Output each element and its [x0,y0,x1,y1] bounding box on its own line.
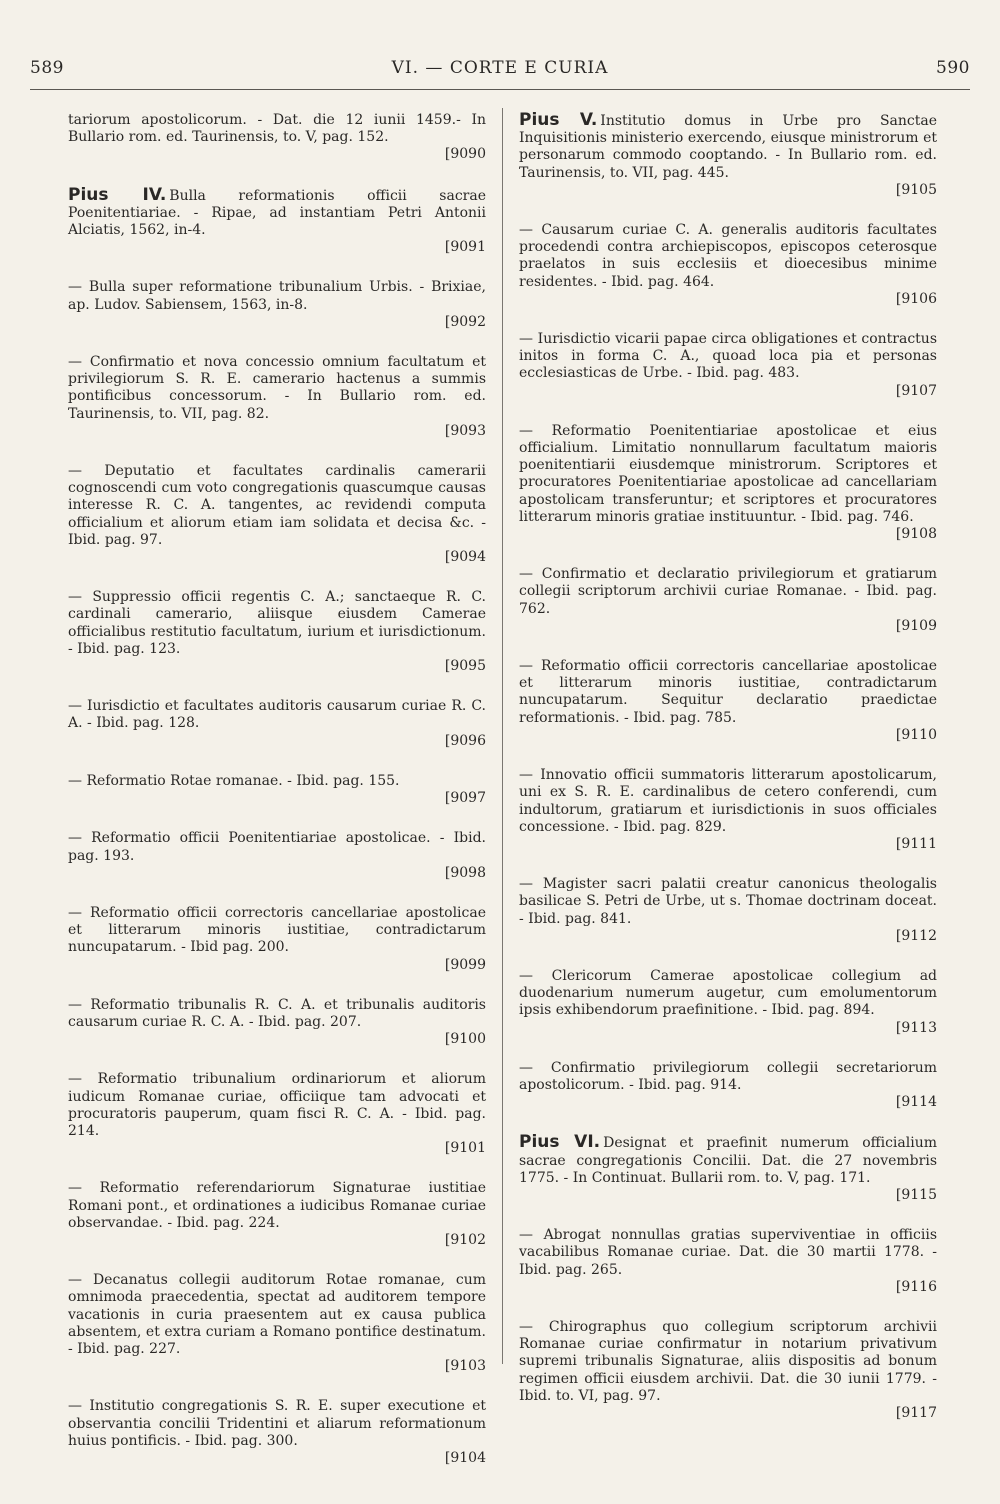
entry-number: [9095 [444,658,486,675]
entry-description: — Institutio congregationis S. R. E. super executione et observantia concilii Tridentini et aliarum reformationum huius pontificis. - Ibid. pag. 300. [68,1398,486,1449]
entry-text [519,658,937,727]
catalog-entry [519,968,937,1037]
entry-description: — Clericorum Camerae apostolicae collegium ad duodenarium numerum augetur, cum emolumentorum ipsis exhibendorum praefinitione. - Ibid. pag. 894. [519,967,937,1019]
catalog-entry [68,589,486,675]
entry-number: [9107 [895,382,937,399]
entry-text [68,1071,486,1140]
entry-description: — Reformatio tribunalis R. C. A. et tribunalis auditoris causarum curiae R. C. A. - Ibid. pag. 207. [68,996,486,1030]
catalog-entry [68,1398,486,1467]
entry-description: — Iurisdictio vicarii papae circa obligationes et contractus initos in forma C. A., quoad loca pia et personas ecclesiasticas de Urbe. - Ibid. pag. 483. [519,331,937,382]
column-divider [502,108,503,1364]
right-column [519,112,937,1445]
entry-text [68,354,486,423]
entry-description: — Abrogat nonnullas gratias superviventiae in officiis vacabilibus Romanae curiae. Dat. die 30 martii 1778. - Ibid. pag. 265. [519,1227,937,1278]
entry-text [68,698,486,732]
entry-text [519,1319,937,1405]
entry-text [68,463,486,549]
entry-text [68,1180,486,1232]
entry-number: [9104 [444,1449,486,1466]
catalog-entry [68,773,486,807]
entry-description: tariorum apostolicorum. - Dat. die 12 iunii 1459.- In Bullario rom. ed. Taurinensis, to. V, pag. 152. [68,112,486,146]
entry-text [68,589,486,658]
entry-number: [9110 [895,726,937,743]
entry-description: — Reformatio officii correctoris cancellariae apostolicae et litterarum minoris iustitiae, contradictarum nuncupatarum. - Ibid pag. 200. [68,904,486,956]
entry-text [519,1227,937,1279]
pope-heading: Pius V. [519,110,598,130]
entry-description: — Reformatio Poenitentiariae apostolicae et eius officialium. Limitatio nonnullarum facultatum maioris poenitentiarii eiusdemque ministrorum. Scriptores et procuratores Poenitentiariae apostolicae ad cancellariam apostolicam transferuntur; et scriptores et procuratores litterarum minoris gratiae instituuntur. - Ibid. pag. 746. [519,422,937,525]
entry-number: [9098 [444,864,486,881]
page-number-left: 589 [30,58,64,78]
entry-text [519,876,937,928]
entry-number: [9112 [895,927,937,944]
running-head [30,58,970,86]
entry-text [519,1060,937,1094]
entry-description: — Reformatio Rotae romanae. - Ibid. pag. 155. [68,772,400,789]
entry-number: [9093 [444,422,486,439]
catalog-entry [68,830,486,882]
entry-text [68,1272,486,1358]
entry-number: [9099 [444,956,486,973]
entry-number: [9115 [895,1186,937,1203]
catalog-entry [68,463,486,566]
catalog-entry [68,354,486,440]
entry-description: Designat et praefinit numerum officialium sacrae congregationis Concilii. Dat. die 27 novembris 1775. - In Continuat. Bullarii rom. to. V, pag. 171. [519,1135,937,1186]
entry-description: — Reformatio tribunalium ordinariorum et aliorum iudicum Romanae curiae, officiique tam advocati et procuratoris pauperum, quam fisci R. C. A. - Ibid. pag. 214. [68,1071,486,1139]
entry-text [68,830,486,864]
catalog-entry [68,184,486,257]
entry-text [519,331,937,383]
entry-number: [9105 [895,181,937,198]
entry-text [68,773,486,790]
entry-number: [9101 [444,1140,486,1157]
entry-number: [9108 [895,526,937,543]
entry-number: [9090 [444,146,486,163]
entry-number: [9096 [444,732,486,749]
catalog-entry [519,1134,937,1204]
catalog-entry [519,1227,937,1296]
entry-text [68,184,486,240]
entry-number: [9117 [895,1404,937,1421]
catalog-entry [519,1319,937,1422]
entry-text [68,905,486,957]
header-rule [30,89,970,90]
entry-number: [9113 [895,1019,937,1036]
entry-description: — Reformatio officii correctoris cancellariae apostolicae et litterarum minoris iustitiae, contradictarum nuncupatarum. Sequitur declaratio praedictae reformationis. - Ibid. pag. 785. [519,658,937,726]
entry-description: — Suppressio officii regentis C. A.; sanctaeque R. C. cardinali camerario, aliisque eiusdem Camerae officialibus restitutio facultatum, iurium et iurisdictionum. - Ibid. pag. 123. [68,589,486,657]
catalog-entry [519,1060,937,1112]
entry-description: — Reformatio referendariorum Signaturae iustitiae Romani pont., et ordinationes a iudicibus Romanae curiae observandae. - Ibid. pag. 224. [68,1180,486,1231]
entry-description: Institutio domus in Urbe pro Sanctae Inquisitionis ministerio exercendo, eiusque ministrorum et personarum commodo cooptando. - In Bullario rom. ed. Taurinensis, to. VII, pag. 445. [519,113,937,181]
entry-description: — Innovatio officii summatoris litterarum apostolicarum, uni ex S. R. E. cardinalibus de cetero conferendi, cum indultorum, gratiarum et iurisdictionis in suos officiales concessione. - Ibid. pag. 829. [519,767,937,835]
entry-text [68,112,486,146]
entry-text [68,997,486,1031]
entry-description: — Confirmatio et declaratio privilegiorum et gratiarum collegii scriptorum archivii curiae Romanae. - Ibid. pag. 762. [519,566,937,617]
catalog-entry [68,905,486,974]
entry-number: [9116 [895,1278,937,1295]
catalog-entry [519,112,937,199]
catalog-entry [519,566,937,635]
left-column [68,112,486,1490]
entry-description: — Chirographus quo collegium scriptorum archivii Romanae curiae confirmatur in notarium privativum supremi tribunalis Signaturae, aliis dispositis ad bonum regimen officii eiusdem archivii. Dat. die 30 iunii 1779. - Ibid. to. VI, pag. 97. [519,1318,937,1404]
entry-text [68,1398,486,1450]
entry-text [519,566,937,618]
catalog-entry [519,423,937,543]
entry-description: — Confirmatio et nova concessio omnium facultatum et privilegiorum S. R. E. camerario hactenus a summis pontificibus concessorum. - In Bullario rom. ed. Taurinensis, to. VII, pag. 82. [68,354,486,422]
entry-text [68,279,486,313]
entry-number: [9103 [444,1358,486,1375]
entry-text [519,222,937,291]
entry-description: — Confirmatio privilegiorum collegii secretariorum apostolicorum. - Ibid. pag. 914. [519,1059,937,1093]
catalog-entry [519,658,937,744]
entry-number: [9091 [444,239,486,256]
catalog-entry [519,222,937,308]
catalog-entry [519,876,937,945]
pope-heading: Pius VI. [519,1132,601,1153]
pope-heading: Pius IV. [68,184,167,205]
entry-description: — Magister sacri palatii creatur canonicus theologalis basilicae S. Petri de Urbe, ut s. Thomae doctrinam doceat. - Ibid. pag. 841. [519,876,937,927]
page-number-right: 590 [936,58,970,78]
entry-description: — Iurisdictio et facultates auditoris causarum curiae R. C. A. - Ibid. pag. 128. [68,698,486,732]
entry-description: — Causarum curiae C. A. generalis auditoris facultates procedendi contra archiepiscopos, episcopos ceterosque praelatos in suis ecclesiis et dioecesibus minime residentes. - Ibid. pag. 464. [519,222,937,290]
entry-number: [9114 [895,1094,937,1111]
entry-text [519,968,937,1020]
entry-number: [9092 [444,313,486,330]
catalog-entry [519,331,937,400]
catalog-entry [68,112,486,164]
entry-description: — Decanatus collegii auditorum Rotae romanae, cum omnimoda praecedentia, spectat ad auditorem tempore vacationis in curia praesentem aut ex causa publica absentem, et extra curiam a Romano pontifice destinatum. - Ibid. pag. 227. [68,1272,486,1357]
entry-number: [9109 [895,617,937,634]
entry-number: [9094 [444,549,486,566]
catalog-entry [68,1180,486,1249]
entry-text [519,423,937,526]
catalog-entry [68,1071,486,1157]
entry-description: Bulla reformationis officii sacrae Poenitentiariae. - Ripae, ad instantiam Petri Antonii Alciatis, 1562, in-4. [68,187,486,239]
catalog-entry [68,997,486,1049]
entry-number: [9100 [444,1031,486,1048]
entry-number: [9102 [444,1231,486,1248]
entry-description: — Bulla super reformatione tribunalium Urbis. - Brixiae, ap. Ludov. Sabiensem, 1563, in-8. [68,279,486,313]
catalog-entry [68,698,486,750]
catalog-entry [68,279,486,331]
entry-text [519,767,937,836]
entry-text [519,1134,937,1187]
entry-number: [9106 [895,290,937,307]
entry-description: — Reformatio officii Poenitentiariae apostolicae. - Ibid. pag. 193. [68,830,486,864]
catalog-entry [519,767,937,853]
entry-description: — Deputatio et facultates cardinalis camerarii cognoscendi cum voto congregationis quascumque causas interesse R. C. A. tangentes, ac revidendi computa officialium et aliorum etiam iam solidata et decisa &c. - Ibid. pag. 97. [68,463,486,548]
page-title: VI. — CORTE E CURIA [391,58,609,78]
entry-number: [9111 [895,835,937,852]
entry-number: [9097 [444,790,486,807]
entry-text [519,112,937,182]
catalog-entry [68,1272,486,1375]
